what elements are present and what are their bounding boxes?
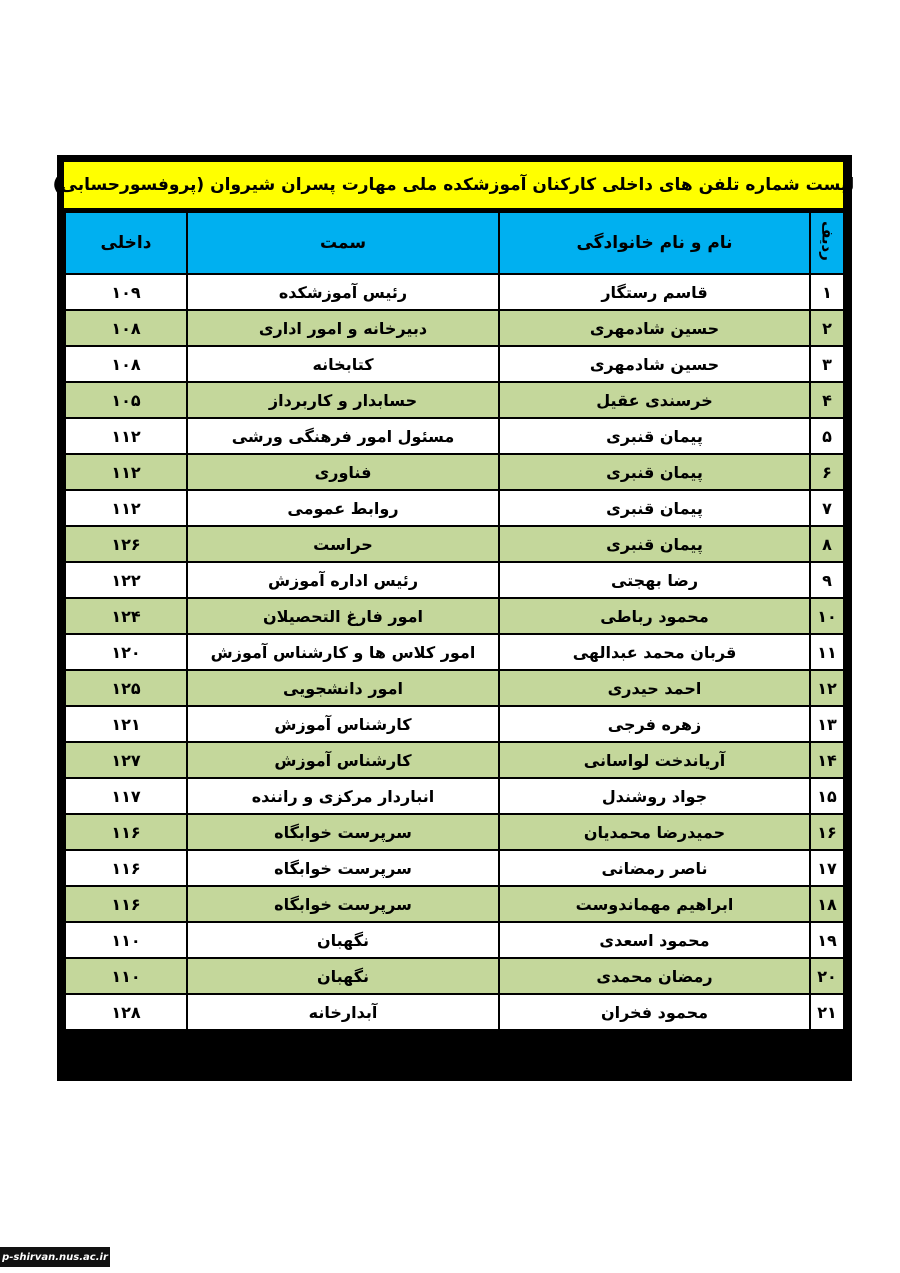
staff-position: روابط عمومی [187,490,499,526]
table-row [65,274,844,310]
staff-name: پیمان قنبری [499,490,810,526]
table-row [65,814,844,850]
staff-name: خرسندی عقیل [499,382,810,418]
staff-position: انباردار مرکزی و راننده [187,778,499,814]
row-number: ۵ [810,418,844,454]
phone-extension: ۱۰۸ [65,346,187,382]
table-row [65,958,844,994]
staff-position: رئیس اداره آموزش [187,562,499,598]
phone-extension: ۱۱۶ [65,814,187,850]
staff-position: مسئول امور فرهنگی ورشی [187,418,499,454]
staff-name: محمود رباطی [499,598,810,634]
row-number: ۶ [810,454,844,490]
row-number: ۱۰ [810,598,844,634]
staff-name: قاسم رستگار [499,274,810,310]
staff-position: رئیس آموزشکده [187,274,499,310]
phone-extension: ۱۱۲ [65,454,187,490]
table-row [65,886,844,922]
staff-position: حراست [187,526,499,562]
row-number: ۱۳ [810,706,844,742]
phone-extension: ۱۰۵ [65,382,187,418]
table-body [65,274,844,1030]
phone-table [64,211,845,1031]
row-number: ۱۶ [810,814,844,850]
staff-name: رمضان محمدی [499,958,810,994]
table-row [65,598,844,634]
phone-extension: ۱۱۶ [65,850,187,886]
table-row [65,922,844,958]
table-row [65,706,844,742]
staff-name: احمد حیدری [499,670,810,706]
phone-extension: ۱۲۲ [65,562,187,598]
staff-name: قربان محمد عبدالهی [499,634,810,670]
staff-name: حمیدرضا محمدیان [499,814,810,850]
staff-position: دبیرخانه و امور اداری [187,310,499,346]
staff-position: امور دانشجویی [187,670,499,706]
staff-position: سرپرست خوابگاه [187,814,499,850]
staff-position: آبدارخانه [187,994,499,1030]
document-title: لیست شماره تلفن های داخلی کارکنان آموزشکده ملی مهارت پسران شیروان (پروفسورحسابی) [64,162,843,211]
table-row [65,418,844,454]
header-row-number: ردیف [810,212,844,274]
phone-extension: ۱۰۸ [65,310,187,346]
staff-position: سرپرست خوابگاه [187,850,499,886]
table-row [65,562,844,598]
staff-name: آریاندخت لواسانی [499,742,810,778]
staff-position: کتابخانه [187,346,499,382]
row-number: ۷ [810,490,844,526]
row-number: ۲۱ [810,994,844,1030]
phone-extension: ۱۲۴ [65,598,187,634]
phone-extension: ۱۱۶ [65,886,187,922]
phone-extension: ۱۲۷ [65,742,187,778]
phone-extension: ۱۱۲ [65,418,187,454]
row-number: ۹ [810,562,844,598]
staff-position: حسابدار و کاربرداز [187,382,499,418]
phone-extension: ۱۲۰ [65,634,187,670]
table-row [65,526,844,562]
row-number: ۱۵ [810,778,844,814]
staff-name: محمود فخران [499,994,810,1030]
row-number: ۸ [810,526,844,562]
staff-position: نگهبان [187,958,499,994]
row-number: ۲۰ [810,958,844,994]
site-url-tag: p-shirvan.nus.ac.ir [0,1247,110,1267]
table-row [65,490,844,526]
row-number: ۱۱ [810,634,844,670]
staff-position: کارشناس آموزش [187,706,499,742]
table-row [65,310,844,346]
table-row [65,634,844,670]
phone-extension: ۱۱۷ [65,778,187,814]
phone-extension: ۱۰۹ [65,274,187,310]
row-number: ۱۲ [810,670,844,706]
row-number: ۱ [810,274,844,310]
staff-name: محمود اسعدی [499,922,810,958]
phone-list-sheet [52,155,855,1081]
header-position: سمت [187,212,499,274]
staff-position: نگهبان [187,922,499,958]
row-number: ۱۴ [810,742,844,778]
row-number: ۱۷ [810,850,844,886]
staff-name: پیمان قنبری [499,526,810,562]
staff-name: پیمان قنبری [499,418,810,454]
phone-extension: ۱۱۲ [65,490,187,526]
row-number: ۳ [810,346,844,382]
row-number: ۴ [810,382,844,418]
staff-name: حسین شادمهری [499,310,810,346]
row-number: ۱۹ [810,922,844,958]
phone-extension: ۱۱۰ [65,922,187,958]
staff-name: جواد روشندل [499,778,810,814]
phone-extension: ۱۲۶ [65,526,187,562]
table-row [65,382,844,418]
phone-extension: ۱۱۰ [65,958,187,994]
staff-name: ناصر رمضانی [499,850,810,886]
table-row [65,346,844,382]
phone-extension: ۱۲۵ [65,670,187,706]
staff-name: ابراهیم مهماندوست [499,886,810,922]
header-name: نام و نام خانوادگی [499,212,810,274]
table-row [65,778,844,814]
row-number: ۱۸ [810,886,844,922]
staff-position: کارشناس آموزش [187,742,499,778]
header-row [65,212,844,274]
staff-name: پیمان قنبری [499,454,810,490]
header-extension: داخلی [65,212,187,274]
phone-extension: ۱۲۱ [65,706,187,742]
table-row [65,994,844,1030]
staff-name: زهره فرجی [499,706,810,742]
staff-position: امور فارغ التحصیلان [187,598,499,634]
staff-position: امور کلاس ها و کارشناس آموزش [187,634,499,670]
staff-position: فناوری [187,454,499,490]
table-row [65,742,844,778]
row-number: ۲ [810,310,844,346]
staff-name: رضا بهجتی [499,562,810,598]
table-row [65,670,844,706]
table-row [65,454,844,490]
staff-name: حسین شادمهری [499,346,810,382]
staff-position: سرپرست خوابگاه [187,886,499,922]
phone-extension: ۱۲۸ [65,994,187,1030]
table-row [65,850,844,886]
